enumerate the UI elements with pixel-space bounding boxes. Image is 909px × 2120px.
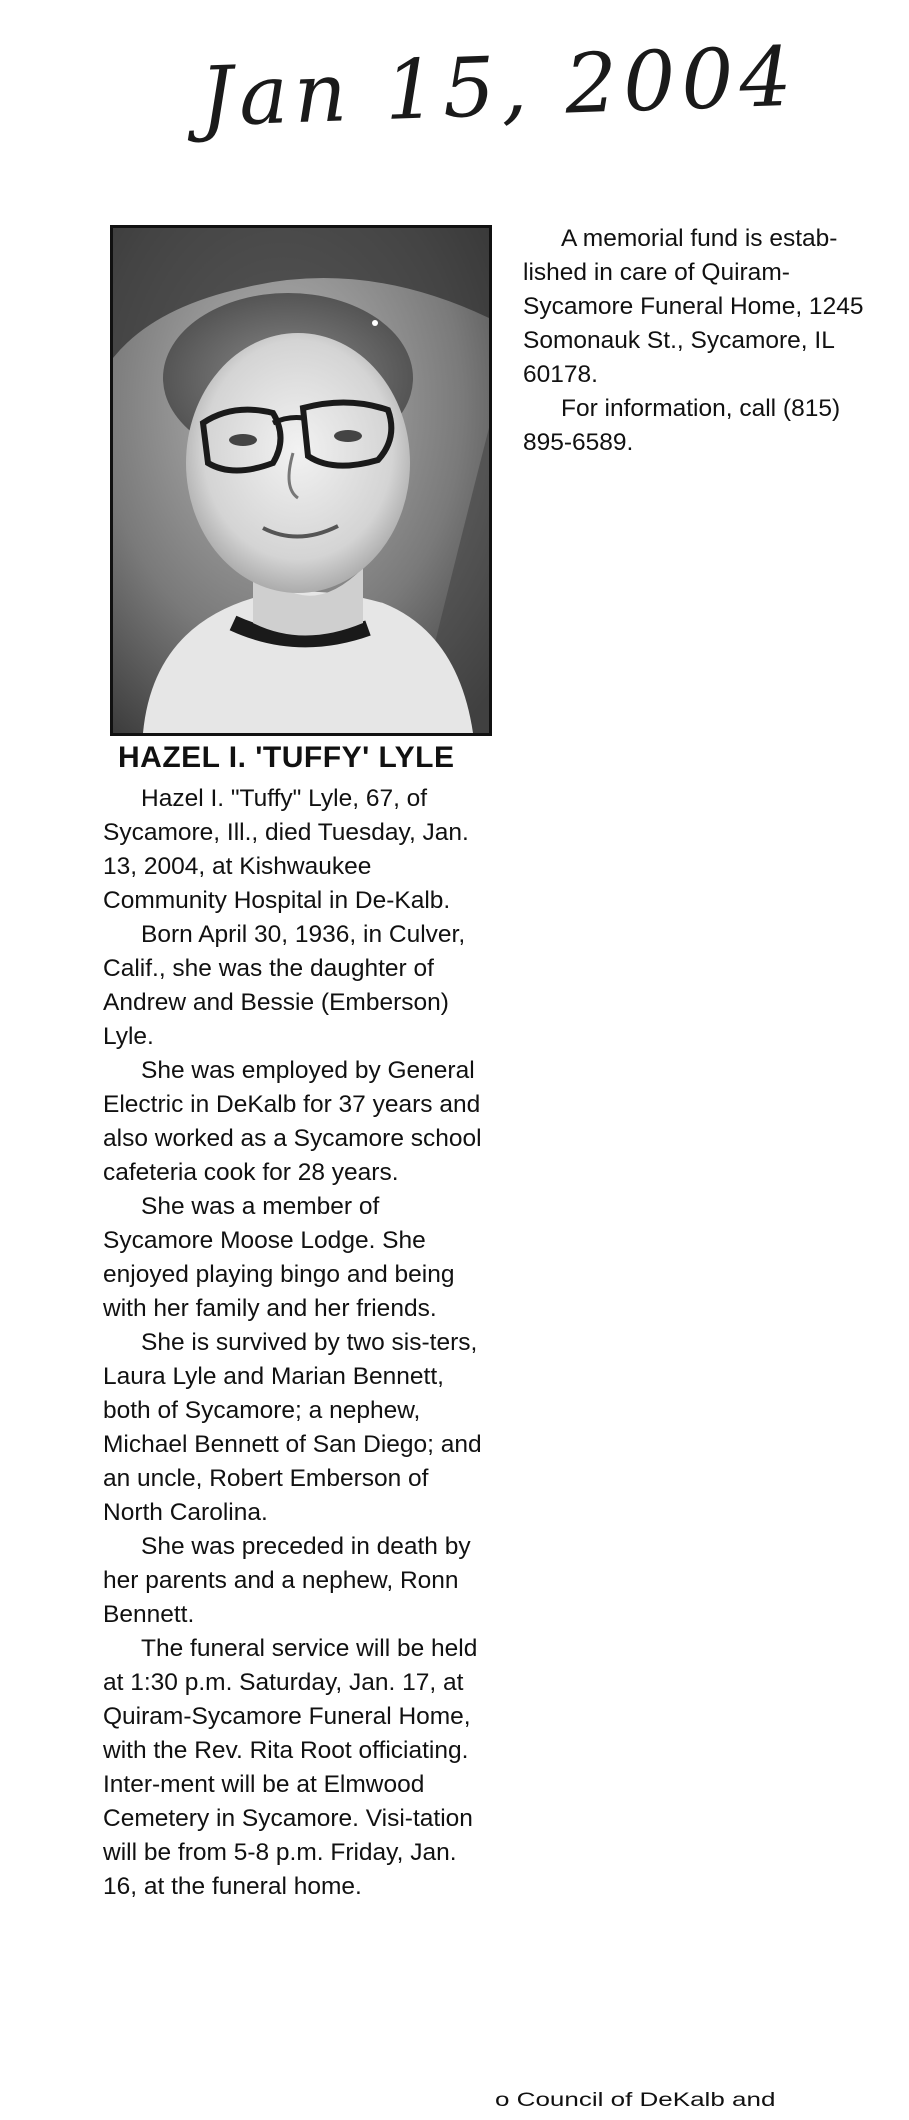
obituary-paragraph: She is survived by two sis-ters, Laura Lyle and Marian Bennett, both of Sycamore; a nephew, Michael Bennett of San Diego; and an uncle, Robert Emberson of North Carolina.	[103, 1329, 482, 1526]
obituary-paragraph: Hazel I. "Tuffy" Lyle, 67, of Sycamore, Ill., died Tuesday, Jan. 13, 2004, at Kishwaukee Community Hospital in De-Kalb.	[103, 785, 469, 914]
obituary-paragraph: Born April 30, 1936, in Culver, Calif., she was the daughter of Andrew and Bessie (Emberson) Lyle.	[103, 921, 466, 1050]
memorial-column	[523, 222, 893, 460]
obituary-paragraph: She was employed by General Electric in DeKalb for 37 years and also worked as a Sycamore school cafeteria cook for 28 years.	[103, 1057, 482, 1186]
obituary-paragraph: The funeral service will be held at 1:30 p.m. Saturday, Jan. 17, at Quiram-Sycamore Funeral Home, with the Rev. Rita Root officiating. Inter-ment will be at Elmwood Cemetery in Sycamore. Visi-tation will be from 5-8 p.m. Friday, Jan. 16, at the funeral home.	[103, 1635, 478, 1900]
obituary-paragraph: She was a member of Sycamore Moose Lodge. She enjoyed playing bingo and being with her family and her friends.	[103, 1193, 455, 1322]
obituary-headline: HAZEL I. 'TUFFY' LYLE	[118, 741, 455, 774]
contact-paragraph: For information, call (815) 895-6589.	[523, 395, 841, 456]
portrait-image	[113, 228, 489, 733]
cut-off-text: o Council of DeKalb and	[495, 2088, 776, 2111]
handwritten-date: Jan 15, 2004	[198, 29, 800, 146]
obituary-paragraph: She was preceded in death by her parents and a nephew, Ronn Bennett.	[103, 1533, 471, 1628]
memorial-paragraph: A memorial fund is estab-lished in care of Quiram-Sycamore Funeral Home, 1245 Somonauk St., Sycamore, IL 60178.	[523, 225, 864, 388]
obituary-photo	[110, 225, 492, 736]
obituary-column	[103, 740, 493, 1904]
